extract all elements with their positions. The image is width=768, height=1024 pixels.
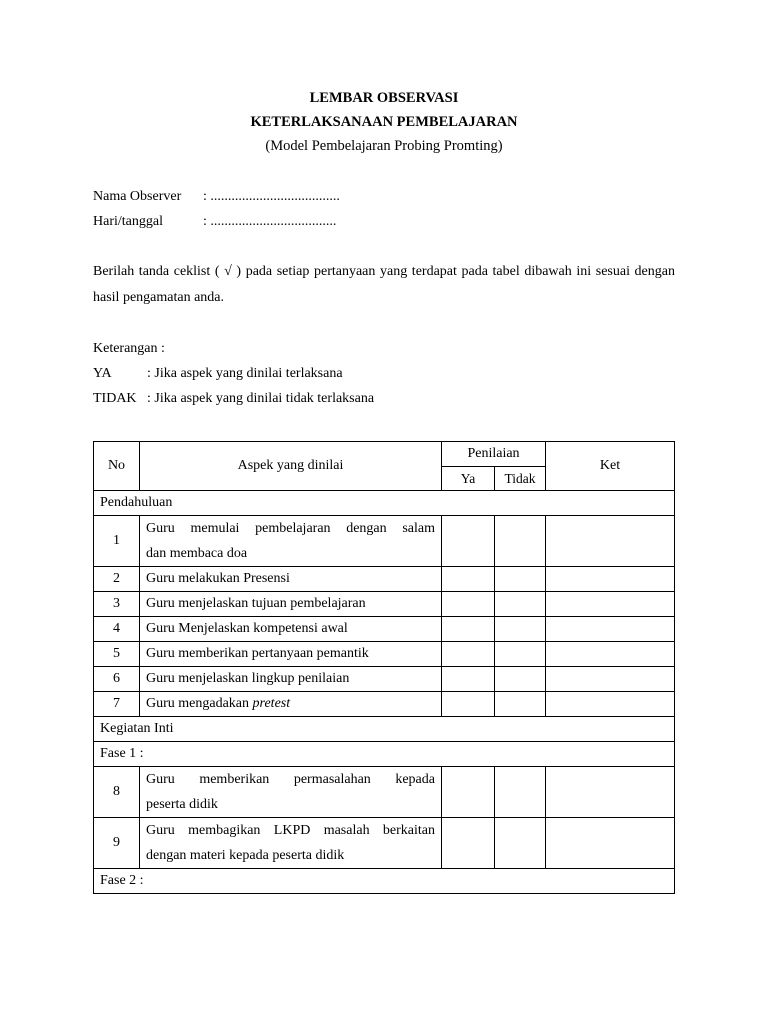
ket-cell[interactable] <box>546 667 675 692</box>
legend-ya <box>93 362 343 386</box>
row-aspect-emphasis: pretest <box>252 696 291 711</box>
tidak-checkbox-cell[interactable] <box>495 818 546 869</box>
tidak-checkbox-cell[interactable] <box>495 617 546 642</box>
header-ya: Ya <box>442 467 495 491</box>
row-number: 9 <box>94 818 140 869</box>
row-aspect-text: Guru mengadakan <box>146 696 253 711</box>
tidak-checkbox-cell[interactable] <box>495 592 546 617</box>
row-number: 4 <box>94 617 140 642</box>
section-label: Kegiatan Inti <box>94 717 675 742</box>
date-value: : .................................... <box>203 214 337 229</box>
row-number: 8 <box>94 767 140 818</box>
date-label: Hari/tanggal <box>93 214 163 229</box>
tidak-checkbox-cell[interactable] <box>495 516 546 567</box>
row-number: 6 <box>94 667 140 692</box>
row-aspect-line1: Guru memulai pembelajaran dengan salam <box>146 521 435 536</box>
observation-table <box>93 441 675 894</box>
observer-name-value: : ..................................... <box>203 189 340 204</box>
header-aspect: Aspek yang dinilai <box>140 442 442 491</box>
row-number: 7 <box>94 692 140 717</box>
legend-ya-term: YA <box>93 366 112 381</box>
row-aspect-line2: dengan materi kepada peserta didik <box>146 848 345 863</box>
row-aspect <box>140 692 442 717</box>
row-aspect: Guru melakukan Presensi <box>140 567 442 592</box>
document-subtitle: (Model Pembelajaran Probing Promting) <box>265 138 503 154</box>
header-penilaian: Penilaian <box>442 442 546 467</box>
ket-cell[interactable] <box>546 818 675 869</box>
row-aspect-line1: Guru memberikan permasalahan kepada <box>146 772 435 787</box>
row-aspect: Guru menjelaskan tujuan pembelajaran <box>140 592 442 617</box>
ket-cell[interactable] <box>546 767 675 818</box>
ket-cell[interactable] <box>546 642 675 667</box>
section-label: Pendahuluan <box>94 491 675 516</box>
row-aspect <box>140 818 442 869</box>
section-row-kegiatan-inti <box>94 717 675 742</box>
tidak-checkbox-cell[interactable] <box>495 767 546 818</box>
row-number: 2 <box>94 567 140 592</box>
header-no: No <box>94 442 140 491</box>
tidak-checkbox-cell[interactable] <box>495 642 546 667</box>
row-aspect: Guru Menjelaskan kompetensi awal <box>140 617 442 642</box>
table-row <box>94 516 675 567</box>
table-row <box>94 667 675 692</box>
legend-tidak <box>93 387 374 411</box>
ket-cell[interactable] <box>546 617 675 642</box>
header-ket: Ket <box>546 442 675 491</box>
row-aspect <box>140 767 442 818</box>
legend-tidak-term: TIDAK <box>93 391 137 406</box>
date-field <box>93 211 336 233</box>
tidak-checkbox-cell[interactable] <box>495 667 546 692</box>
tidak-checkbox-cell[interactable] <box>495 567 546 592</box>
row-number: 5 <box>94 642 140 667</box>
ya-checkbox-cell[interactable] <box>442 642 495 667</box>
section-row-fase2 <box>94 869 675 894</box>
row-aspect-line2: dan membaca doa <box>146 546 248 561</box>
document-title-line2: KETERLAKSANAAN PEMBELAJARAN <box>250 114 518 130</box>
table-row <box>94 567 675 592</box>
section-row-pendahuluan <box>94 491 675 516</box>
row-aspect-line1: Guru membagikan LKPD masalah berkaitan <box>146 823 435 838</box>
row-aspect-line2: peserta didik <box>146 797 218 812</box>
ket-cell[interactable] <box>546 692 675 717</box>
header-tidak: Tidak <box>495 467 546 491</box>
row-aspect: Guru menjelaskan lingkup penilaian <box>140 667 442 692</box>
tidak-checkbox-cell[interactable] <box>495 692 546 717</box>
ket-cell[interactable] <box>546 567 675 592</box>
ya-checkbox-cell[interactable] <box>442 767 495 818</box>
table-row <box>94 767 675 818</box>
row-number: 1 <box>94 516 140 567</box>
row-number: 3 <box>94 592 140 617</box>
ya-checkbox-cell[interactable] <box>442 516 495 567</box>
table-row <box>94 818 675 869</box>
ket-cell[interactable] <box>546 516 675 567</box>
row-aspect: Guru memberikan pertanyaan pemantik <box>140 642 442 667</box>
section-label: Fase 1 : <box>94 742 675 767</box>
ya-checkbox-cell[interactable] <box>442 692 495 717</box>
document-title: LEMBAR OBSERVASI <box>309 90 459 106</box>
legend-ya-desc: : Jika aspek yang dinilai terlaksana <box>147 366 343 381</box>
table-row <box>94 592 675 617</box>
legend-title: Keterangan : <box>93 341 165 356</box>
ya-checkbox-cell[interactable] <box>442 667 495 692</box>
table-row <box>94 617 675 642</box>
ya-checkbox-cell[interactable] <box>442 617 495 642</box>
observer-name-field <box>93 186 340 208</box>
section-label: Fase 2 : <box>94 869 675 894</box>
row-aspect <box>140 516 442 567</box>
ket-cell[interactable] <box>546 592 675 617</box>
observer-name-label: Nama Observer <box>93 189 182 204</box>
table-header-row <box>94 442 675 467</box>
table-row <box>94 642 675 667</box>
ya-checkbox-cell[interactable] <box>442 818 495 869</box>
document-header <box>0 86 768 158</box>
section-row-fase1 <box>94 742 675 767</box>
ya-checkbox-cell[interactable] <box>442 592 495 617</box>
table-row <box>94 692 675 717</box>
legend-tidak-desc: : Jika aspek yang dinilai tidak terlaksana <box>147 391 375 406</box>
ya-checkbox-cell[interactable] <box>442 567 495 592</box>
instruction-paragraph: Berilah tanda ceklist ( √ ) pada setiap pertanyaan yang terdapat pada tabel dibawah ini sesuai dengan hasil pengamatan anda. <box>93 264 675 305</box>
